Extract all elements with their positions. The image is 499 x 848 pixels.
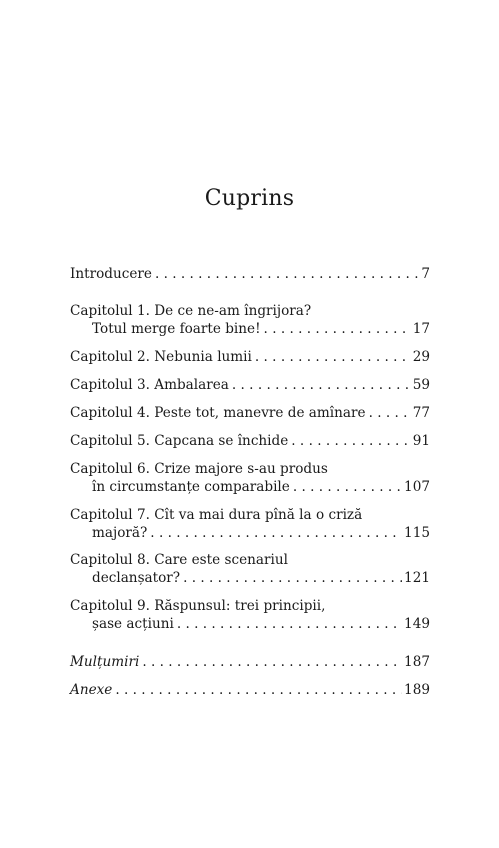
toc-label: Introducere	[70, 266, 152, 282]
toc-page-number: 189	[404, 682, 430, 698]
dot-leader	[255, 348, 411, 366]
toc-label: Capitolul 2. Nebunia lumii	[70, 349, 252, 365]
toc-label-line: Capitolul 8. Care este scenariul	[70, 552, 288, 568]
toc-entry-multumiri	[70, 653, 430, 671]
toc-page-number: 187	[404, 654, 430, 670]
toc-page-number: 115	[404, 525, 430, 541]
toc-page-number: 17	[412, 321, 430, 337]
toc-page-number: 121	[404, 570, 430, 586]
toc-label: șase acțiuni	[92, 616, 174, 632]
toc-entry-anexe	[70, 681, 430, 699]
dot-leader	[291, 432, 410, 450]
dot-leader	[232, 376, 411, 394]
toc-label: Mulțumiri	[70, 654, 140, 670]
toc-label: Capitolul 5. Capcana se închide	[70, 433, 289, 449]
dot-leader	[150, 524, 402, 542]
toc-page-number: 7	[421, 266, 430, 282]
dot-leader	[293, 478, 402, 496]
toc-label: declanșator?	[92, 570, 181, 586]
toc-entry-capitolul-9	[70, 597, 430, 633]
toc-label-line: Capitolul 9. Răspunsul: trei principii,	[70, 598, 326, 614]
toc-label: Anexe	[70, 682, 113, 698]
toc-label-line: Capitolul 1. De ce ne-am îngrijora?	[70, 303, 312, 319]
toc-label: Capitolul 4. Peste tot, manevre de amînare	[70, 405, 366, 421]
toc-page-number: 91	[412, 433, 430, 449]
toc-label: Capitolul 3. Ambalarea	[70, 377, 229, 393]
toc-page-number: 149	[404, 616, 430, 632]
toc-page-number: 107	[404, 479, 430, 495]
toc-entry-capitolul-8	[70, 551, 430, 587]
toc-page-number: 29	[412, 349, 430, 365]
toc-page-number: 59	[412, 377, 430, 393]
page-title: Cuprins	[204, 186, 295, 211]
toc-entry-capitolul-2	[70, 348, 430, 366]
toc-entry-capitolul-5	[70, 432, 430, 450]
dot-leader	[155, 266, 419, 283]
toc-entry-introducere	[70, 266, 430, 283]
toc-label: în circumstanțe comparabile	[92, 479, 290, 495]
toc-label-line: Capitolul 7. Cît va mai dura pînă la o criză	[70, 507, 363, 523]
toc-label-line: Capitolul 6. Crize majore s-au produs	[70, 461, 328, 477]
toc-entry-capitolul-6	[70, 460, 430, 496]
toc-entry-capitolul-4	[70, 404, 430, 422]
dot-leader	[183, 569, 402, 587]
toc-label: majoră?	[92, 525, 148, 541]
dot-leader	[177, 615, 402, 633]
toc-entry-capitolul-7	[70, 506, 430, 542]
dot-leader	[264, 320, 411, 338]
toc-page-number: 77	[412, 405, 430, 421]
dot-leader	[142, 653, 402, 671]
toc-label: Totul merge foarte bine!	[92, 321, 261, 337]
toc-entry-capitolul-3	[70, 376, 430, 394]
dot-leader	[115, 681, 402, 699]
dot-leader	[369, 404, 411, 422]
toc-entry-capitolul-1	[70, 302, 430, 338]
